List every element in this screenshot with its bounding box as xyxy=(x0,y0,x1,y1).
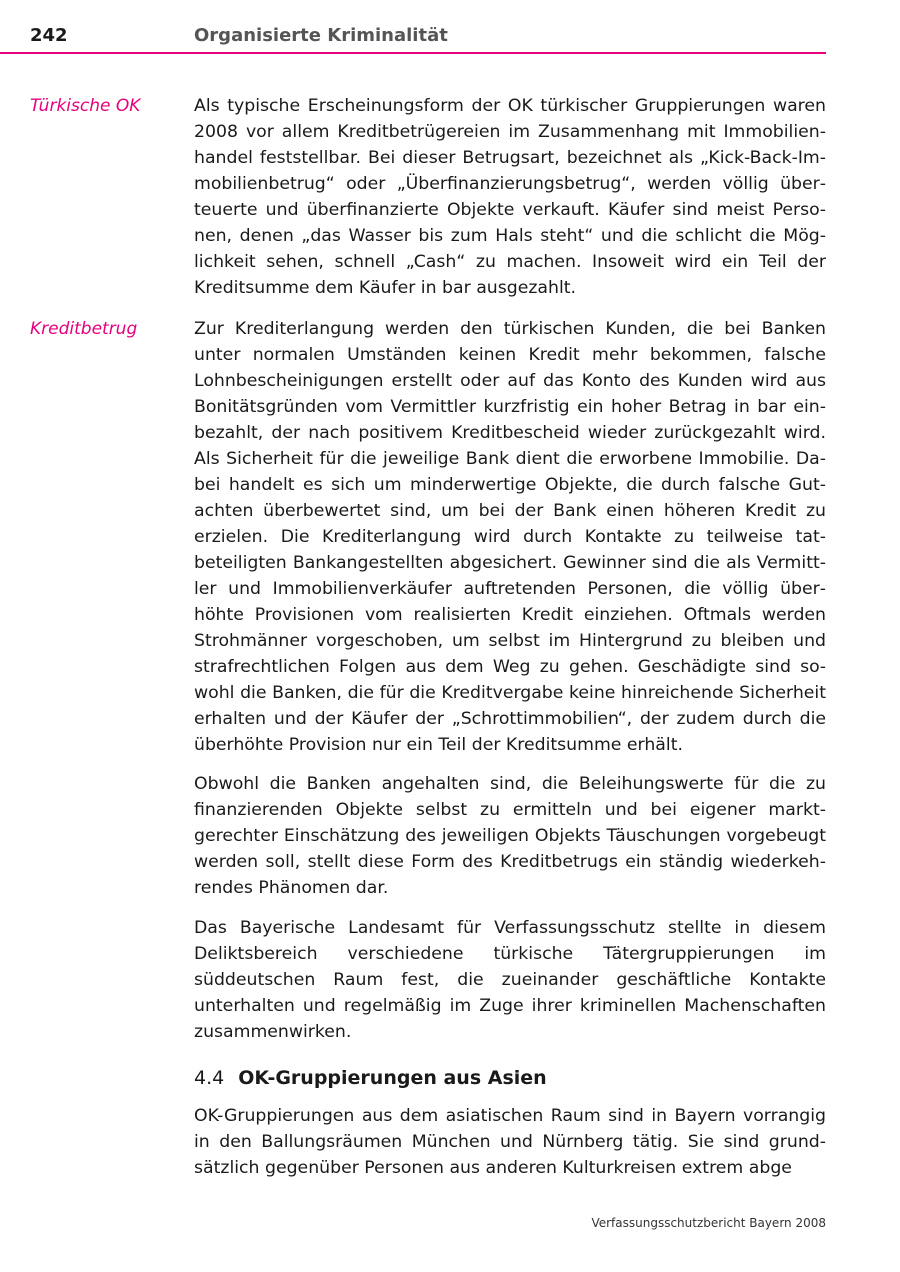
paragraph-turkische-ok: Als typische Erscheinungsform der OK türkischer Gruppierungen waren 2008 vor allem Kreditbetrügereien im Zusammenhang mit Immobilienhandel feststellbar. Bei dieser Betrugsart, bezeichnet als „Kick-Back-Immobilienbetrug“ oder „Überfinanzierungsbetrug“, werden völlig überteuerte und überfinanzierte Objekte verkauft. Käufer sind meist Personen, denen „das Wasser bis zum Hals steht“ und die schlicht die Möglichkeit sehen, schnell „Cash“ zu machen. Insoweit wird ein Teil der Kreditsumme dem Käufer in bar ausgezahlt. xyxy=(194,96,826,298)
page-number: 242 xyxy=(30,25,68,46)
subsection-number: 4.4 xyxy=(194,1067,225,1089)
paragraph-landesamt: Das Bayerische Landesamt für Verfassungsschutz stellte in diesem Deliktsbereich verschiedene türkische Tätergruppierungen im süddeutschen Raum fest, die zueinander geschäftliche Kontakte unterhalten und regelmäßig im Zuge ihrer kriminellen Machenschaften zusammenwirken. xyxy=(194,918,826,1042)
paragraph-kreditbetrug: Zur Krediterlangung werden den türkischen Kunden, die bei Banken unter normalen Umständen keinen Kredit mehr bekommen, falsche Lohnbescheinigungen erstellt oder auf das Konto des Kunden wird aus Bonitätsgründen vom Vermittler kurzfristig ein hoher Betrag in bar einbezahlt, der nach positivem Kreditbescheid wieder zurückgezahlt wird. Als Sicherheit für die jeweilige Bank dient die erworbene Immobilie. Dabei handelt es sich um minderwertige Objekte, die durch falsche Gutachten überbewertet sind, um bei der Bank einen höheren Kredit zu erzielen. Die Krediterlangung wird durch Kontakte zu teilweise tatbeteiligten Bankangestellten abgesichert. Gewinner sind die als Vermittler und Immobilienverkäufer auftretenden Personen, die völlig überhöhte Provisionen vom realisierten Kredit einziehen. Oftmals werden Strohmänner vorgeschoben, um selbst im Hintergrund zu bleiben und strafrechtlichen Folgen aus dem Weg zu gehen. Geschädigte sind sowohl die Banken, die für die Kreditvergabe keine hinreichende Sicherheit erhalten und der Käufer der „Schrottimmobilien“, der zudem durch die überhöhte Provision nur ein Teil der Kreditsumme erhält. xyxy=(194,319,826,755)
page-footer: Verfassungsschutzbericht Bayern 2008 xyxy=(591,1216,826,1230)
running-title: Organisierte Kriminalität xyxy=(194,25,448,46)
paragraph-banken: Obwohl die Banken angehalten sind, die Beleihungswerte für die zu finanzierenden Objekte selbst zu ermitteln und bei eigener marktgerechter Einschätzung des jeweiligen Objekts Täuschungen vorgebeugt werden soll, stellt diese Form des Kreditbetrugs ein ständig wiederkehrendes Phänomen dar. xyxy=(194,774,826,898)
subsection-title: OK-Gruppierungen aus Asien xyxy=(238,1067,547,1089)
margin-note-kreditbetrug: Kreditbetrug xyxy=(30,319,138,339)
paragraph-asien: OK-Gruppierungen aus dem asiatischen Raum sind in Bayern vorrangig in den Ballungsräumen München und Nürnberg tätig. Sie sind grundsätzlich gegenüber Personen aus anderen Kulturkreisen extrem abge xyxy=(194,1106,826,1178)
subsection-heading xyxy=(194,1065,547,1091)
page-header xyxy=(0,0,826,54)
margin-note-turkische-ok: Türkische OK xyxy=(30,96,141,116)
